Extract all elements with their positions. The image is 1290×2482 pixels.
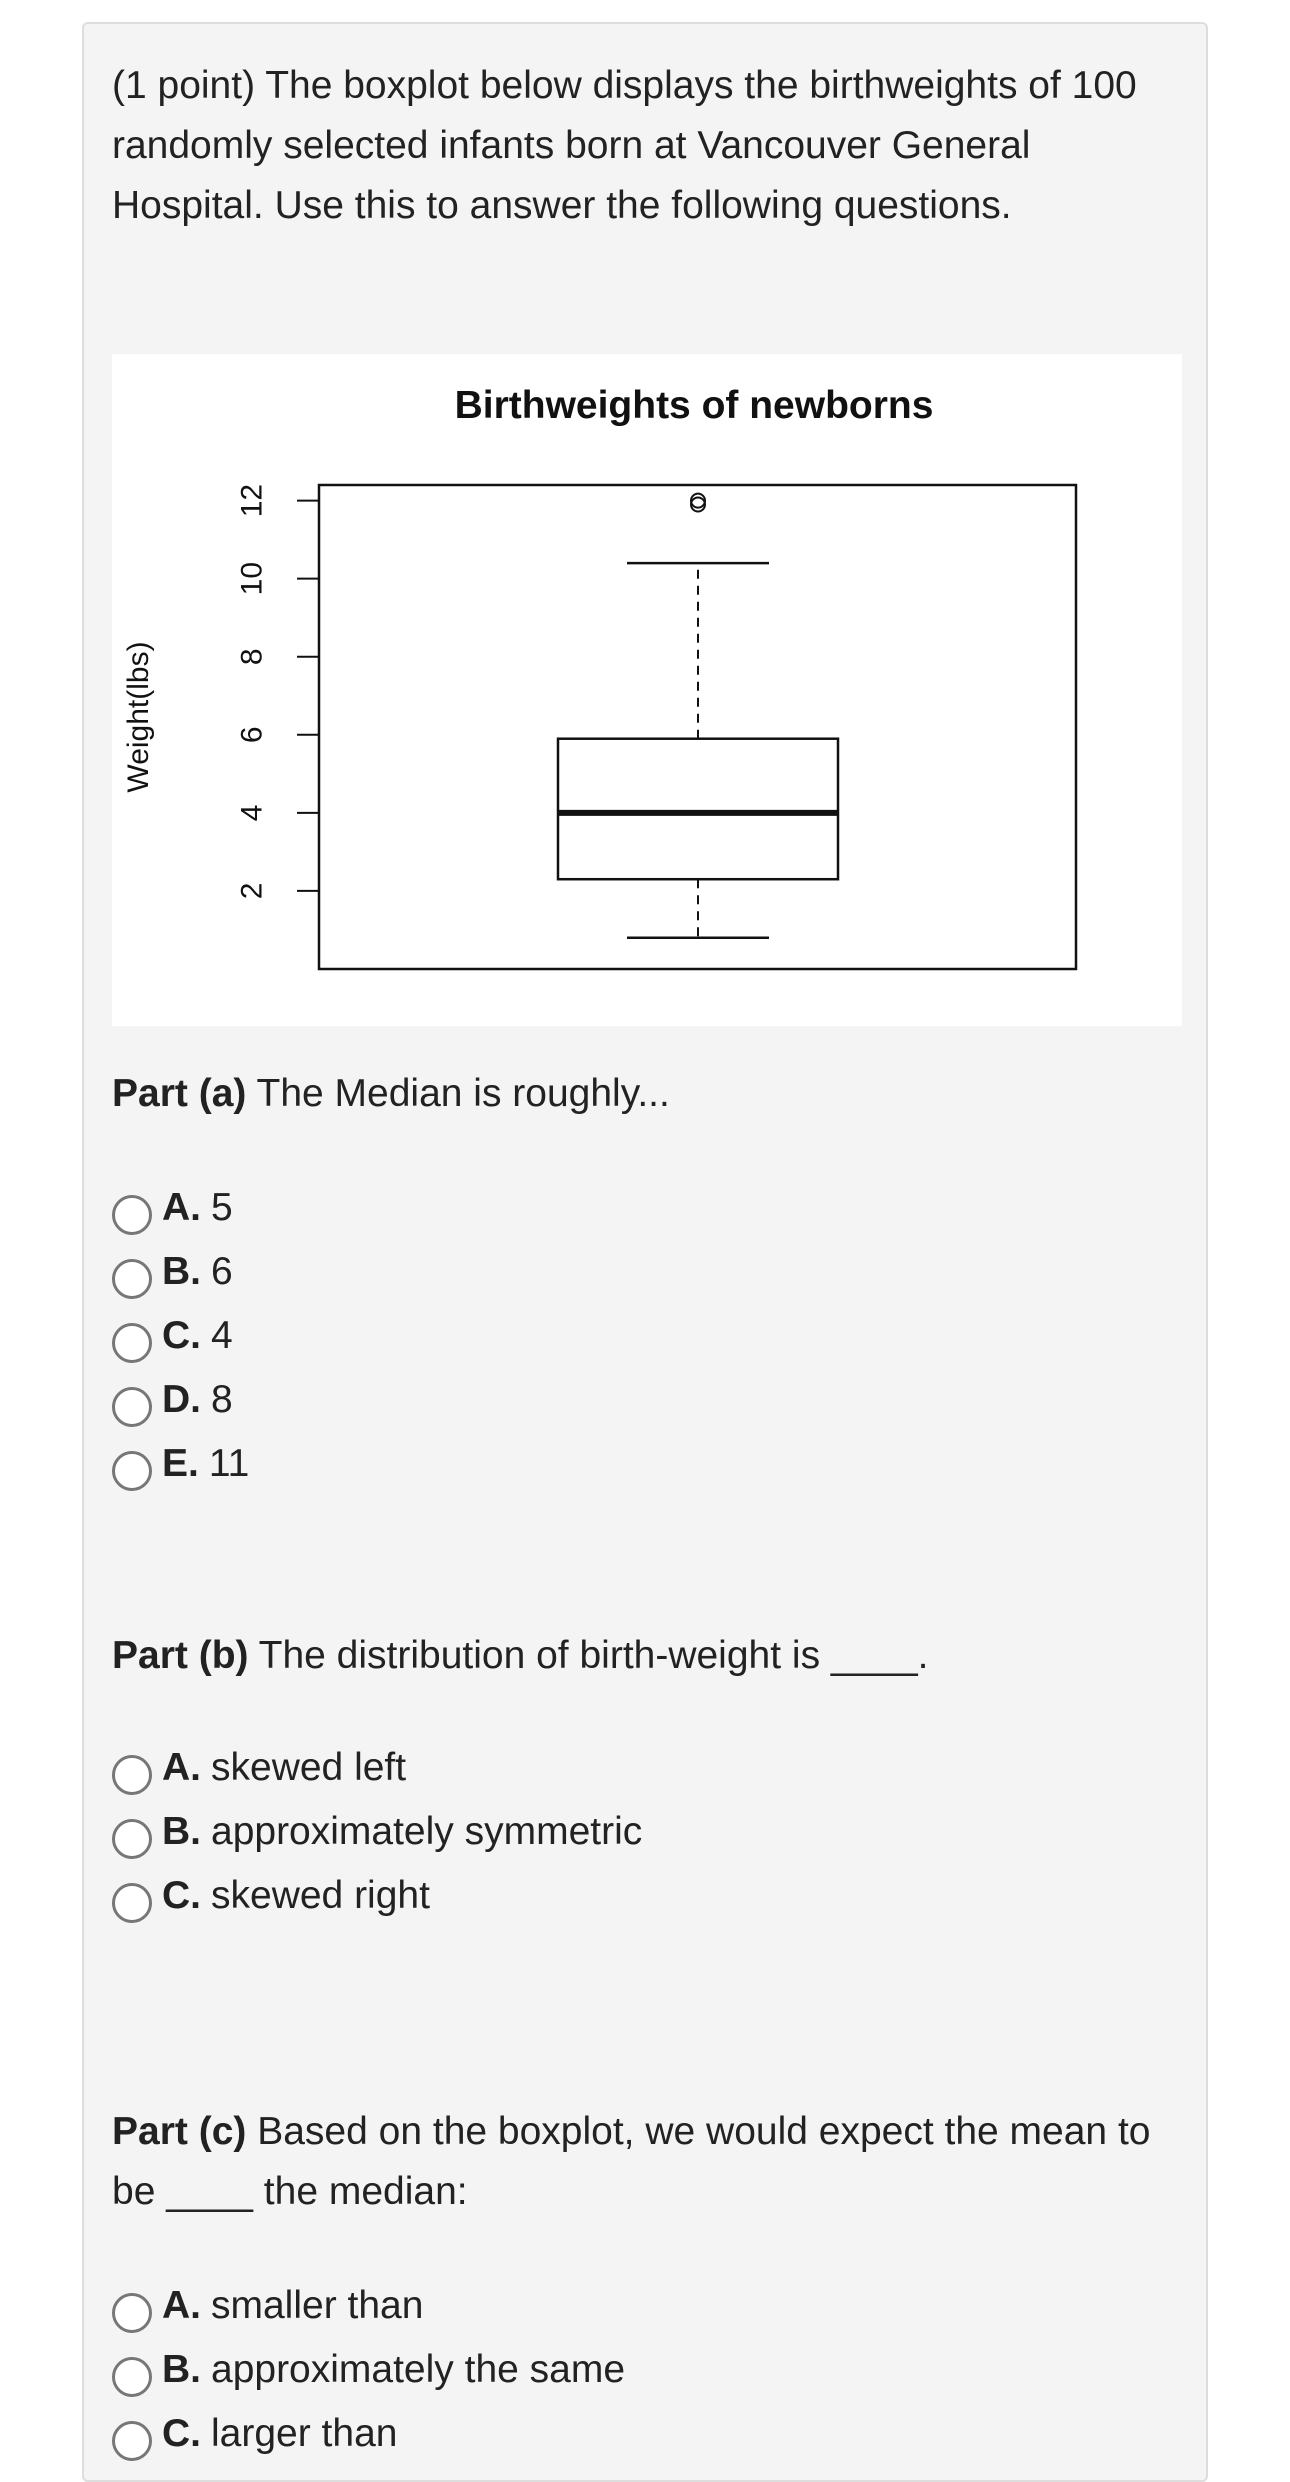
question-intro: (1 point) The boxplot below displays the birthweights of 100 randomly selected infants born at Vancouver General Hospital. Use this to answer the following questions.	[112, 64, 1137, 227]
part-c-options	[112, 2274, 1182, 2466]
y-tick-label: 4	[235, 804, 269, 822]
radio-button[interactable]	[112, 1883, 152, 1923]
radio-button[interactable]	[112, 2421, 152, 2461]
part-c-option-c[interactable]: C. larger than	[112, 2402, 1182, 2466]
radio-button[interactable]	[112, 1259, 152, 1299]
question-card	[82, 22, 1208, 2482]
radio-button[interactable]	[112, 1387, 152, 1427]
radio-button[interactable]	[112, 1195, 152, 1235]
part-a-option-c[interactable]: C. 4	[112, 1304, 1182, 1368]
part-a-label: Part (a)	[112, 1072, 247, 1115]
radio-button[interactable]	[112, 1323, 152, 1363]
part-a-option-a[interactable]: A. 5	[112, 1176, 1182, 1240]
part-a-options	[112, 1176, 1182, 1496]
radio-button[interactable]	[112, 1755, 152, 1795]
part-c-option-b[interactable]: B. approximately the same	[112, 2338, 1182, 2402]
radio-button[interactable]	[112, 2293, 152, 2333]
y-tick-label: 6	[235, 726, 269, 744]
interquartile-box	[558, 739, 838, 880]
chart-layer	[236, 484, 839, 938]
part-b-label: Part (b)	[112, 1634, 249, 1677]
part-b-option-b[interactable]: B. approximately symmetric	[112, 1800, 1182, 1864]
chart-title: Birthweights of newborns	[454, 384, 934, 427]
chart-ylabel: Weight(lbs)	[122, 641, 155, 793]
boxplot-figure	[112, 354, 1182, 1026]
boxplot-chart	[112, 354, 1182, 1026]
y-tick-label: 10	[235, 561, 269, 596]
part-b-options	[112, 1736, 1182, 1928]
radio-button[interactable]	[112, 1451, 152, 1491]
part-b-text: The distribution of birth-weight is ____.	[258, 1634, 929, 1677]
radio-button[interactable]	[112, 2357, 152, 2397]
part-c-label: Part (c)	[112, 2110, 247, 2153]
y-tick-label: 8	[235, 648, 269, 666]
part-a-prompt	[112, 1064, 1182, 1124]
y-tick-label: 12	[235, 483, 269, 518]
y-tick-label: 2	[235, 882, 269, 900]
part-b-option-a[interactable]: A. skewed left	[112, 1736, 1182, 1800]
part-a-option-b[interactable]: B. 6	[112, 1240, 1182, 1304]
part-b-option-c[interactable]: C. skewed right	[112, 1864, 1182, 1928]
part-a-text: The Median is roughly...	[256, 1072, 670, 1115]
part-c-prompt	[112, 2102, 1182, 2222]
part-a-option-e[interactable]: E. 11	[112, 1432, 1182, 1496]
part-a-option-d[interactable]: D. 8	[112, 1368, 1182, 1432]
radio-button[interactable]	[112, 1819, 152, 1859]
part-c-text: Based on the boxplot, we would expect the mean to be ____ the median:	[112, 2110, 1151, 2213]
part-c-option-a[interactable]: A. smaller than	[112, 2274, 1182, 2338]
part-b-prompt	[112, 1626, 1182, 1686]
